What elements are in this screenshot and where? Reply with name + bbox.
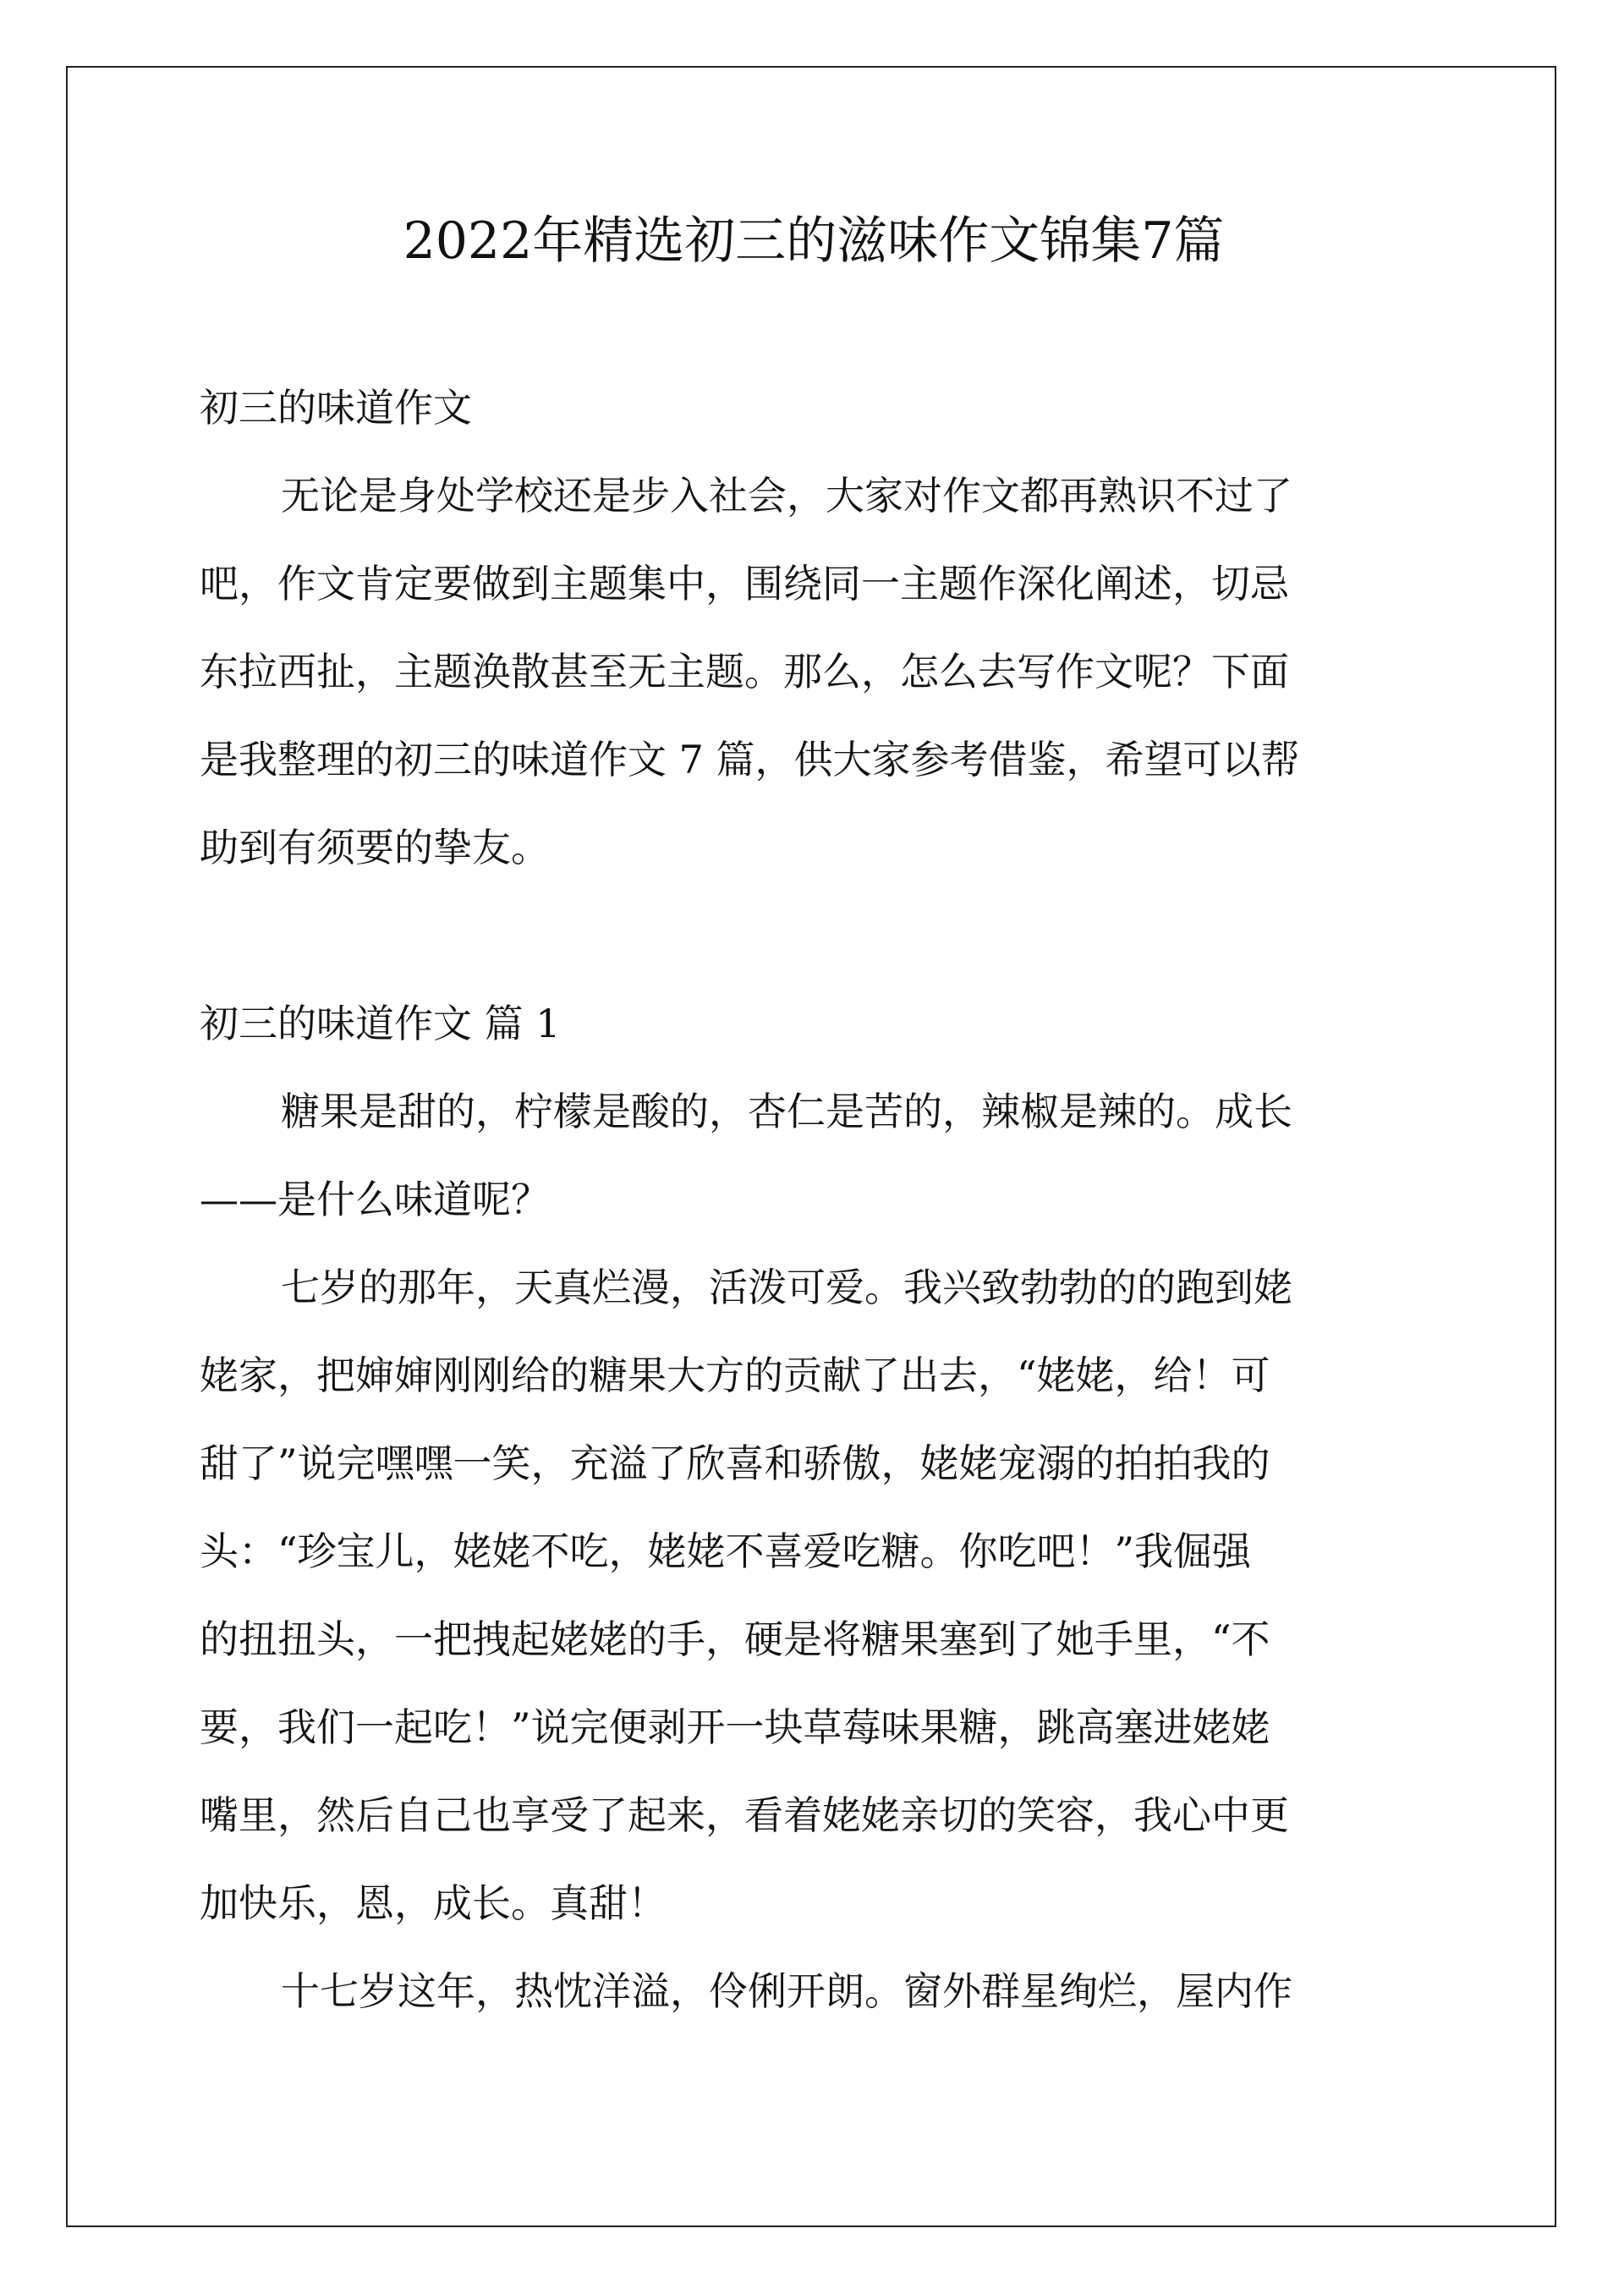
essay1-paragraph-2 — [200, 1243, 1428, 1947]
intro-line: 吧，作文肯定要做到主题集中，围绕同一主题作深化阐述，切忌 — [200, 561, 1289, 606]
essay1-p3-line: 十七岁这年，热忱洋溢，伶俐开朗。窗外群星绚烂，屋内作 — [281, 1968, 1292, 2014]
essay1-p2-line: 七岁的那年，天真烂漫，活泼可爱。我兴致勃勃的的跑到姥 — [281, 1265, 1292, 1310]
essay1-p1-line: 糖果是甜的，柠檬是酸的，杏仁是苦的，辣椒是辣的。成长 — [281, 1089, 1292, 1134]
essay1-paragraph-3 — [200, 1947, 1428, 2035]
essay1-p2-line: 加快乐，恩，成长。真甜！ — [200, 1880, 667, 1926]
document-title: 2022年精选初三的滋味作文锦集7篇 — [403, 211, 1225, 271]
essay1-paragraph-1 — [200, 1067, 1428, 1243]
essay1-p2-line: 要，我们一起吃！”说完便剥开一块草莓味果糖，跳高塞进姥姥 — [200, 1704, 1270, 1750]
essay1-p1-line: ——是什么味道呢？ — [200, 1177, 550, 1222]
intro-paragraph — [200, 452, 1428, 892]
essay1-heading: 初三的味道作文 篇 1 — [200, 1001, 561, 1046]
document-body — [200, 195, 1428, 2035]
essay1-p2-line: 头：“珍宝儿，姥姥不吃，姥姥不喜爱吃糖。你吃吧！”我倔强 — [200, 1528, 1252, 1574]
essay1-p2-line: 的扭扭头，一把拽起姥姥的手，硬是将糖果塞到了她手里，“不 — [200, 1616, 1270, 1662]
intro-line: 助到有须要的挚友。 — [200, 825, 550, 870]
intro-line: 是我整理的初三的味道作文 7 篇，供大家参考借鉴，希望可以帮 — [200, 737, 1300, 782]
essay1-p2-line: 嘴里，然后自己也享受了起来，看着姥姥亲切的笑容，我心中更 — [200, 1792, 1289, 1838]
intro-line: 东拉西扯，主题涣散甚至无主题。那么，怎么去写作文呢？下面 — [200, 649, 1289, 694]
intro-heading: 初三的味道作文 — [200, 385, 472, 431]
essay1-p2-line: 姥家，把婶婶刚刚给的糖果大方的贡献了出去，“姥姥，给！可 — [200, 1353, 1270, 1398]
section-spacer — [200, 892, 1428, 980]
essay1-p2-line: 甜了”说完嘿嘿一笑，充溢了欣喜和骄傲，姥姥宠溺的拍拍我的 — [200, 1441, 1270, 1486]
intro-line: 无论是身处学校还是步入社会，大家对作文都再熟识不过了 — [281, 473, 1292, 519]
